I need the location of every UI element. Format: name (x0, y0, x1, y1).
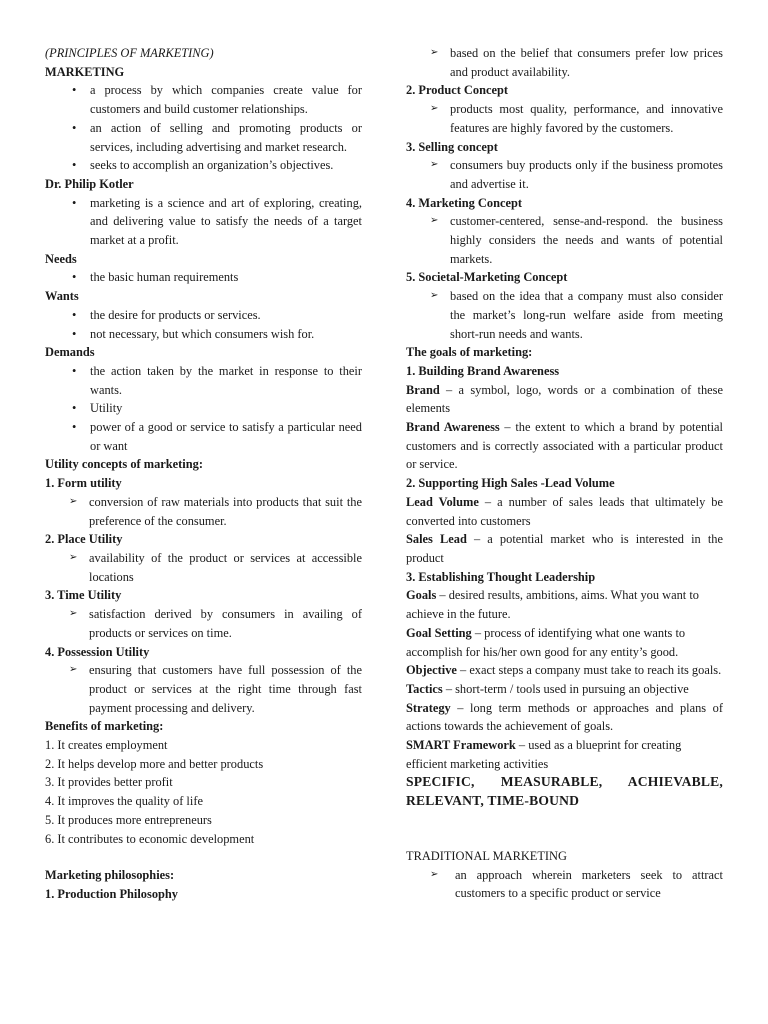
list-item: ➢ based on the idea that a company must also consider the market’s long-run welfare aside from meeting short-run needs and wants. (430, 289, 723, 341)
definition-lead-volume: Lead Volume – a number of sales leads that ultimately be converted into customers (406, 494, 723, 528)
heading-philosophies: Marketing philosophies: (45, 868, 175, 883)
right-column (406, 44, 723, 903)
arrow-bullet-icon: ➢ (69, 608, 78, 620)
heading-thought-leadership: 3. Establishing Thought Leadership (406, 569, 596, 584)
arrow-bullet-icon: ➢ (430, 47, 439, 58)
list-item: ➢ customer-centered, sense-and-respond. the business highly considers the needs and wants of potential markets. (430, 214, 723, 266)
heading-marketing-concept: 4. Marketing Concept (406, 195, 522, 210)
heading-traditional-marketing: TRADITIONAL MARKETING (406, 848, 567, 863)
heading-product-concept: 2. Product Concept (406, 83, 508, 98)
bullet-icon: • (72, 270, 77, 285)
definition-sales-lead: Sales Lead – a potential market who is interested in the product (406, 532, 723, 565)
list-item: • the desire for products or services. (45, 306, 362, 325)
list-item: 6. It contributes to economic development (45, 831, 255, 846)
spacer (406, 829, 723, 847)
list-item: • the action taken by the market in response to their wants. (72, 363, 362, 397)
bullet-icon: • (72, 307, 77, 322)
definition-tactics: Tactics – short-term / tools used in pursuing an objective (406, 681, 689, 696)
heading-kotler: Dr. Philip Kotler (45, 176, 134, 191)
arrow-bullet-icon: ➢ (430, 868, 439, 880)
list-item: ➢ an approach wherein marketers seek to attract customers to a specific product or service (430, 867, 723, 901)
list-item: ➢ conversion of raw materials into products that suit the preference of the consumer. (69, 494, 362, 528)
heading-form-utility: 1. Form utility (45, 476, 122, 491)
heading-societal-concept: 5. Societal-Marketing Concept (406, 270, 568, 285)
list-item: ➢ ensuring that customers have full possession of the product or services at the right time through fast payment processing and delivery. (69, 663, 362, 715)
bullet-icon: • (72, 326, 77, 341)
heading-production-philosophy: 1. Production Philosophy (45, 886, 178, 901)
heading-sales-lead-volume: 2. Supporting High Sales -Lead Volume (406, 476, 615, 491)
heading-goals: The goals of marketing: (406, 345, 533, 360)
bullet-icon: • (72, 420, 77, 435)
bullet-icon: • (72, 195, 77, 210)
bullet-icon: • (72, 158, 77, 173)
arrow-bullet-icon: ➢ (430, 215, 439, 227)
list-item: • marketing is a science and art of exploring, creating, and delivering value to satisfy the needs of a target market at a profit. (72, 195, 362, 248)
left-column (45, 44, 362, 904)
heading-brand-awareness: 1. Building Brand Awareness (406, 363, 560, 378)
course-title: (PRINCIPLES OF MARKETING) (45, 46, 214, 60)
list-item: • not necessary, but which consumers wish for. (45, 325, 362, 344)
arrow-bullet-icon: ➢ (69, 495, 78, 507)
heading-marketing: MARKETING (45, 64, 125, 79)
definition-smart: SMART Framework – used as a blueprint for creating efficient marketing activities (406, 738, 682, 771)
heading-benefits: Benefits of marketing: (45, 719, 164, 734)
heading-demands: Demands (45, 345, 95, 360)
heading-time-utility: 3. Time Utility (45, 588, 122, 603)
heading-selling-concept: 3. Selling concept (406, 139, 498, 154)
definition-brand: Brand – a symbol, logo, words or a combination of these elements (406, 382, 723, 416)
list-item: • a process by which companies create value for customers and build customer relationships. (72, 83, 362, 117)
bullet-icon: • (72, 401, 77, 416)
list-item: • seeks to accomplish an organization’s objectives. (45, 156, 362, 175)
list-item: • Utility (45, 399, 362, 418)
definition-objective: Objective – exact steps a company must take to reach its goals. (406, 663, 722, 678)
list-item: ➢ availability of the product or services at accessible locations (69, 550, 362, 584)
heading-needs: Needs (45, 251, 77, 266)
arrow-bullet-icon: ➢ (430, 103, 439, 115)
list-item: 3. It provides better profit (45, 775, 173, 790)
list-item: 1. It creates employment (45, 738, 168, 753)
spacer (45, 848, 362, 866)
definition-goal-setting: Goal Setting – process of identifying what one wants to accomplish for his/her own good for any entity’s good. (406, 625, 686, 659)
arrow-bullet-icon: ➢ (430, 290, 439, 302)
arrow-bullet-icon: ➢ (69, 551, 78, 563)
bullet-icon: • (72, 120, 77, 135)
definition-strategy: Strategy – long term methods or approaches and plans of actions towards the achievement of goals. (406, 700, 723, 734)
heading-place-utility: 2. Place Utility (45, 532, 123, 547)
list-item: ➢ satisfaction derived by consumers in availing of products or services on time. (69, 607, 362, 640)
list-item: ➢ based on the belief that consumers prefer low prices and product availability. (430, 46, 723, 79)
list-item: 2. It helps develop more and better products (45, 756, 264, 771)
heading-possession-utility: 4. Possession Utility (45, 644, 150, 659)
heading-utility: Utility concepts of marketing: (45, 457, 203, 472)
list-item: • the basic human requirements (45, 268, 362, 287)
list-item: • power of a good or service to satisfy a particular need or want (72, 420, 362, 453)
definition-brand-awareness: Brand Awareness – the extent to which a brand by potential customers and is correctly associated with a particular product or service. (406, 420, 723, 472)
arrow-bullet-icon: ➢ (430, 159, 439, 171)
heading-wants: Wants (45, 289, 79, 304)
list-item: 4. It improves the quality of life (45, 794, 203, 809)
bullet-icon: • (72, 363, 77, 378)
list-item: • an action of selling and promoting products or services, including advertising and market research. (72, 120, 362, 154)
spacer (406, 811, 723, 829)
arrow-bullet-icon: ➢ (69, 664, 78, 676)
list-item: 5. It produces more entrepreneurs (45, 812, 212, 827)
list-item: ➢ products most quality, performance, and innovative features are highly favored by the customers. (430, 102, 723, 135)
smart-acronym: SPECIFIC, MEASURABLE, ACHIEVABLE, RELEVANT, TIME-BOUND (406, 774, 723, 809)
list-item: ➢ consumers buy products only if the business promotes and advertise it. (430, 158, 723, 191)
definition-goals: Goals – desired results, ambitions, aims. What you want to achieve in the future. (406, 588, 699, 622)
bullet-icon: • (72, 83, 77, 98)
